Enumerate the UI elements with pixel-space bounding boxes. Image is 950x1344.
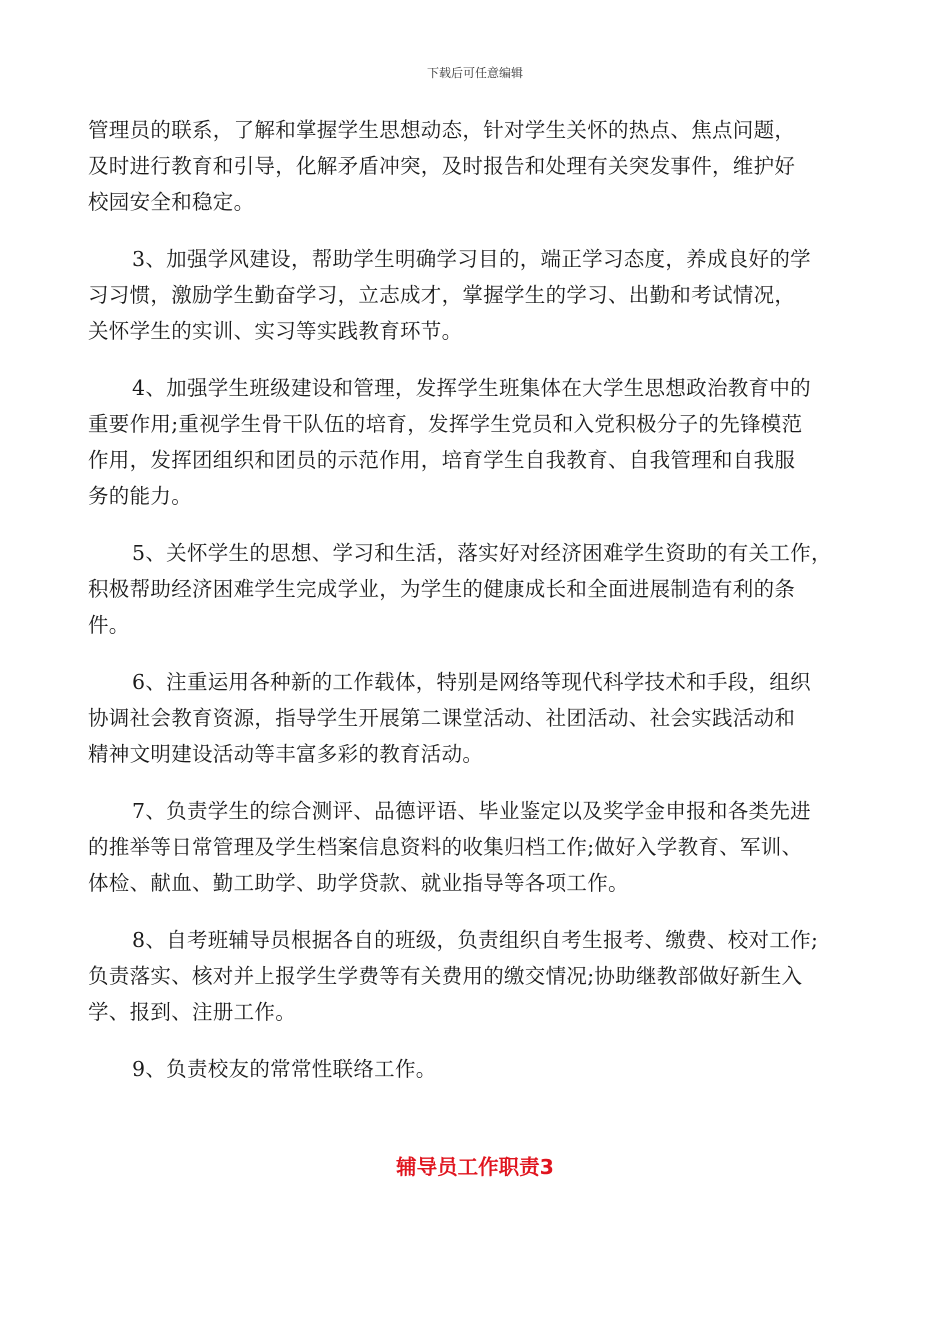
text-line: 件。 [88,613,130,637]
text-line: 及时进行教育和引导，化解矛盾冲突，及时报告和处理有关突发事件，维护好 [88,154,796,178]
paragraph-item-9 [88,1051,878,1087]
text-line: 协调社会教育资源，指导学生开展第二课堂活动、社团活动、社会实践活动和 [88,706,796,730]
text-line: 校园安全和稳定。 [88,190,255,214]
text-line: 9、负责校友的常常性联络工作。 [132,1057,437,1081]
text-line: 4、加强学生班级建设和管理，发挥学生班集体在大学生思想政治教育中的 [132,376,811,400]
paragraph-item-7 [88,793,878,901]
paragraph-item-5 [88,535,878,643]
text-line: 3、加强学风建设，帮助学生明确学习目的，端正学习态度，养成良好的学 [132,247,811,271]
text-line: 6、注重运用各种新的工作载体，特别是网络等现代科学技术和手段，组织 [132,670,811,694]
text-line: 务的能力。 [88,484,192,508]
text-line: 作用，发挥团组织和团员的示范作用，培育学生自我教育、自我管理和自我服 [88,448,796,472]
text-line: 精神文明建设活动等丰富多彩的教育活动。 [88,742,484,766]
paragraph-item-4 [88,370,878,514]
text-line: 习习惯，激励学生勤奋学习，立志成才，掌握学生的学习、出勤和考试情况， [88,283,796,307]
paragraph-item-8 [88,922,878,1030]
section-title: 辅导员工作职责3 [396,1155,554,1179]
text-line: 管理员的联系，了解和掌握学生思想动态，针对学生关怀的热点、焦点问题， [88,118,796,142]
text-line: 5、关怀学生的思想、学习和生活，落实好对经济困难学生资助的有关工作， [132,541,832,565]
page-header: 下载后可任意编辑 [426,66,523,80]
document-body [88,112,878,1108]
text-line: 关怀学生的实训、实习等实践教育环节。 [88,319,463,343]
text-line: 8、自考班辅导员根据各自的班级，负责组织自考生报考、缴费、校对工作; [132,928,819,952]
text-line: 负责落实、核对并上报学生学费等有关费用的缴交情况;协助继教部做好新生入 [88,964,803,988]
paragraph-item-3 [88,241,878,349]
text-line: 的推举等日常管理及学生档案信息资料的收集归档工作;做好入学教育、军训、 [88,835,803,859]
text-line: 学、报到、注册工作。 [88,1000,296,1024]
text-line: 积极帮助经济困难学生完成学业，为学生的健康成长和全面进展制造有利的条 [88,577,796,601]
paragraph-item-6 [88,664,878,772]
paragraph-continuation [88,112,878,220]
text-line: 体检、献血、勤工助学、助学贷款、就业指导等各项工作。 [88,871,629,895]
text-line: 重要作用;重视学生骨干队伍的培育，发挥学生党员和入党积极分子的先锋模范 [88,412,803,436]
text-line: 7、负责学生的综合测评、品德评语、毕业鉴定以及奖学金申报和各类先进 [132,799,811,823]
